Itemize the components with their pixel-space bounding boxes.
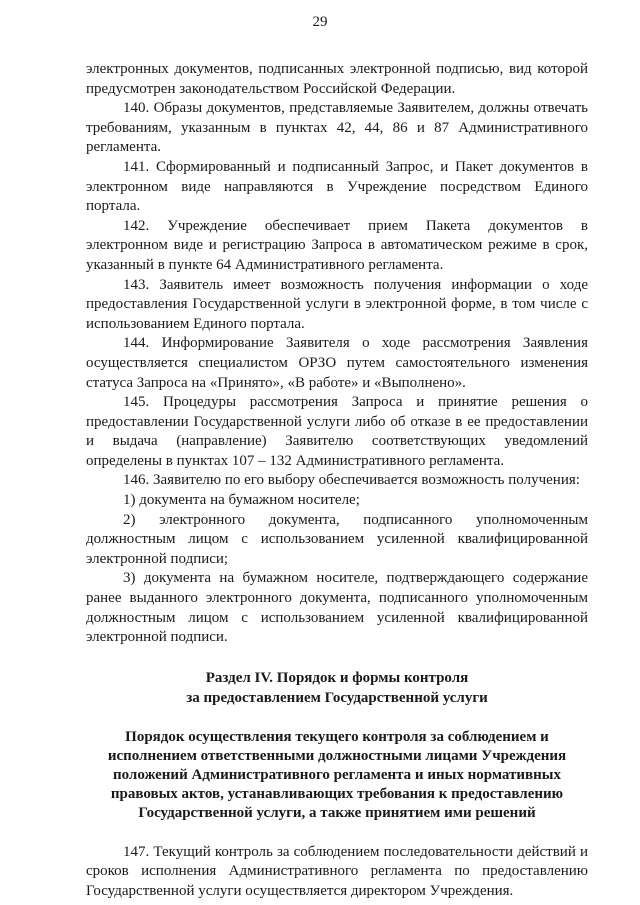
paragraph-141: 141. Сформированный и подписанный Запрос, и Пакет документов в электронном виде направляются в Учреждение посредством Единого портала. (86, 158, 588, 215)
section-heading-line2: за предоставлением Государственной услуги (186, 689, 488, 706)
paragraph-146: 146. Заявителю по его выбору обеспечивается возможность получения: (123, 472, 580, 489)
subheading-line2: исполнением ответственными должностными лицами Учреждения (107, 747, 567, 764)
paragraph-142: 142. Учреждение обеспечивает прием Пакета документов в электронном виде и регистрацию Запроса в автоматическом режиме в срок, указанный в пункте 64 Административного регламента. (86, 217, 588, 273)
list-item-2: 2) электронного документа, подписанного уполномоченным должностным лицом с использованием усиленной квалифицированной электронной подписи; (86, 511, 588, 567)
paragraph-continuation: электронных документов, подписанных электронной подписью, вид которой предусмотрен законодательством Российской Федерации. (86, 61, 588, 97)
list-item-1: 1) документа на бумажном носителе; (123, 492, 360, 509)
section-heading-line1: Раздел IV. Порядок и формы контроля (205, 669, 469, 686)
subheading-line4: правовых актов, устанавливающих требования к предоставлению (110, 785, 564, 802)
subheading-line3: положений Административного регламента и иных нормативных (112, 766, 562, 783)
list-item-3: 3) документа на бумажном носителе, подтверждающего содержание ранее выданного электронного документа, подписанного уполномоченным должностным лицом с использованием усиленной квалифицированной электронной подписи. (86, 570, 588, 646)
paragraph-145: 145. Процедуры рассмотрения Запроса и принятие решения о предоставлении Государственной услуги либо об отказе в ее предоставлении и выдача (направление) Заявителю соответствующих уведомлений определены в пунктах 107 – 132 Административного регламента. (86, 394, 588, 469)
subheading-line1: Порядок осуществления текущего контроля за соблюдением и (125, 728, 549, 745)
paragraph-143: 143. Заявитель имеет возможность получения информации о ходе предоставления Государственной услуги в электронной форме, в том числе с использованием Единого портала. (86, 276, 588, 332)
page-number: 29 (312, 14, 328, 30)
paragraph-140: 140. Образы документов, представляемые Заявителем, должны отвечать требованиям, указанным в пунктах 42, 44, 86 и 87 Административного регламента. (86, 100, 588, 156)
paragraph-144: 144. Информирование Заявителя о ходе рассмотрения Заявления осуществляется специалистом ОРЗО путем самостоятельного изменения статуса Запроса на «Принято», «В работе» и «Выполнено». (86, 335, 588, 391)
subheading-line5: Государственной услуги, а также принятием ими решений (138, 804, 536, 821)
document-body (86, 60, 588, 902)
paragraph-147: 147. Текущий контроль за соблюдением последовательности действий и сроков исполнения Административного регламента по предоставлению Государственной услуги осуществляется директором Учреждения. (86, 843, 588, 899)
